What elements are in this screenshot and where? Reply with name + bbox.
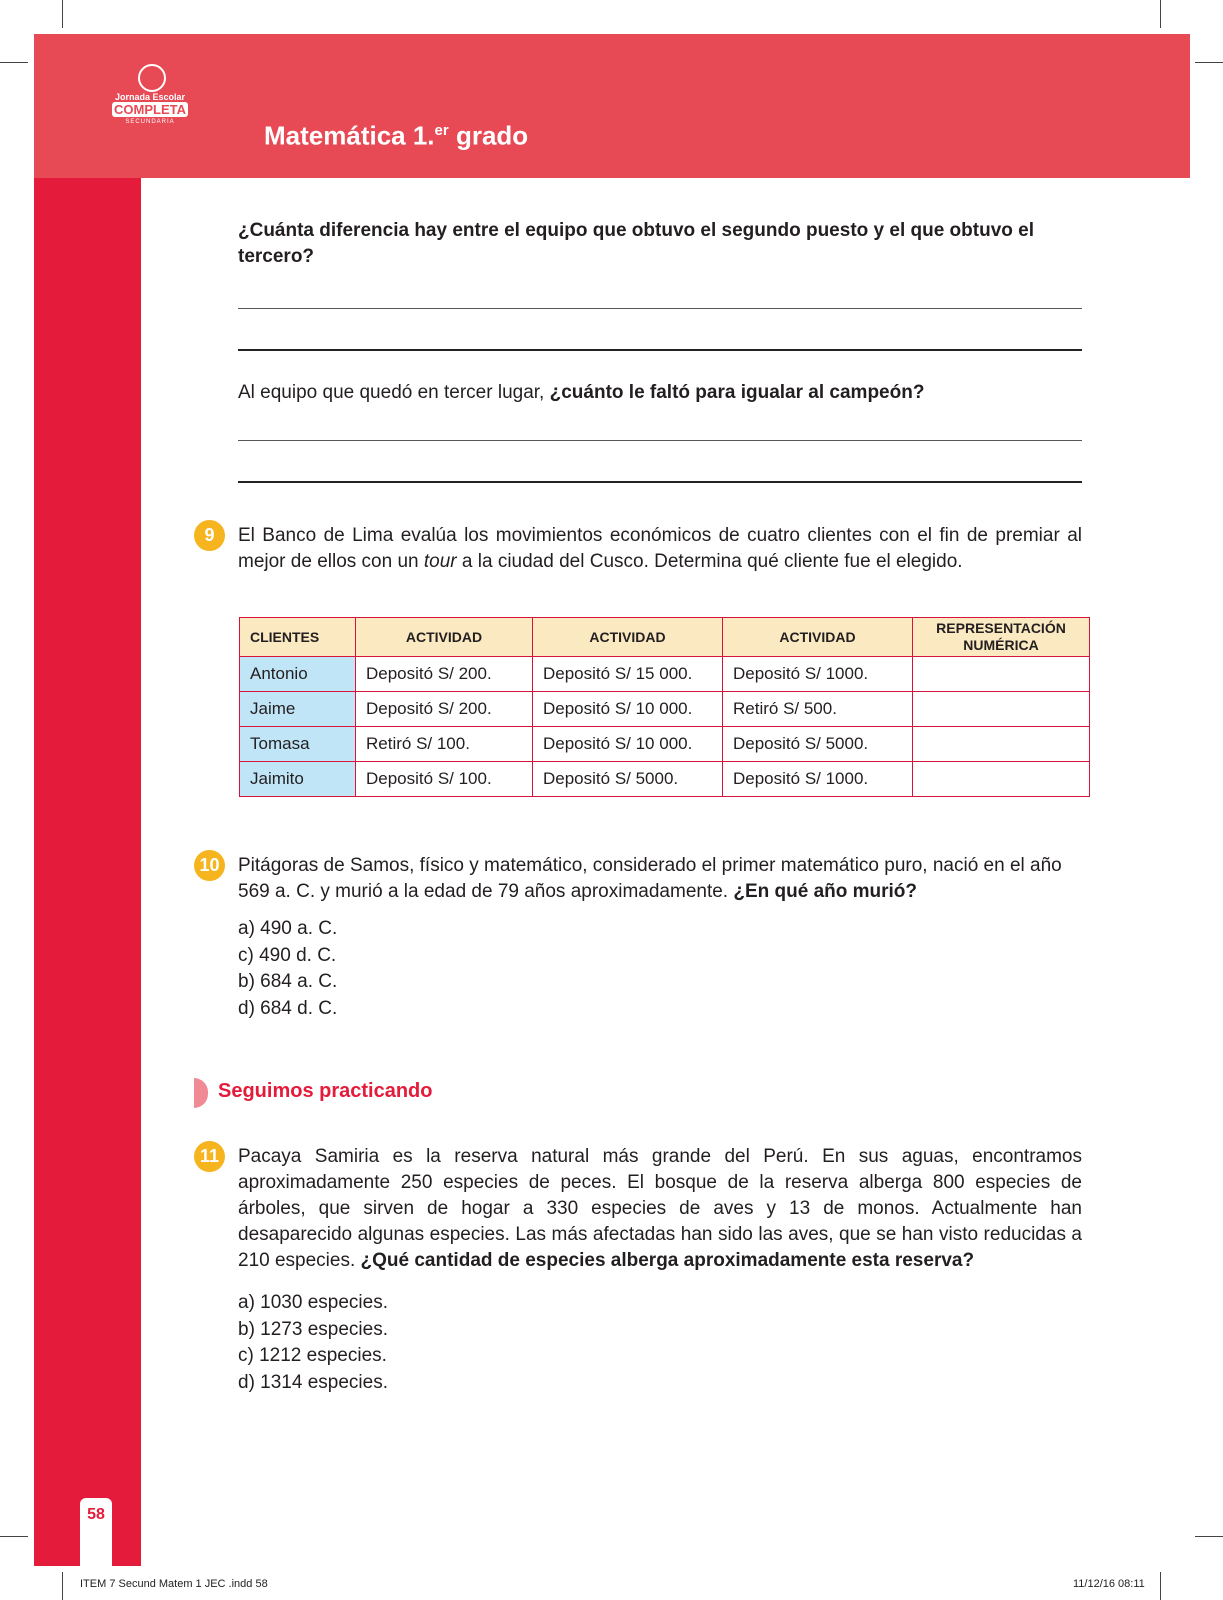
- answer-line[interactable]: [238, 349, 1082, 351]
- question-number-badge: 9: [194, 520, 225, 551]
- footer-timestamp: 11/12/16 08:11: [1073, 1578, 1145, 1590]
- answer-option[interactable]: d) 684 d. C.: [238, 997, 338, 1019]
- answer-option[interactable]: c) 1212 especies.: [238, 1345, 387, 1366]
- table-cell: Depositó S/ 5000.: [533, 762, 723, 797]
- section-tab-icon: [194, 1078, 208, 1108]
- client-name: Antonio: [240, 657, 356, 692]
- client-name: Jaime: [240, 692, 356, 727]
- answer-cell[interactable]: [913, 727, 1090, 762]
- answer-cell[interactable]: [913, 762, 1090, 797]
- table-row: [240, 657, 1090, 692]
- table-cell: Depositó S/ 10 000.: [533, 692, 723, 727]
- crop-mark: [1195, 62, 1223, 63]
- table-cell: Retiró S/ 500.: [723, 692, 913, 727]
- crop-mark: [0, 62, 28, 63]
- crop-mark: [62, 0, 63, 28]
- table-row: [240, 692, 1090, 727]
- question-difference: ¿Cuánta diferencia hay entre el equipo que obtuvo el segundo puesto y el que obtuvo el tercero?: [238, 220, 1034, 267]
- jec-logo: Jornada Escolar COMPLETA SECUNDARIA: [110, 64, 190, 134]
- table-cell: Depositó S/ 200.: [356, 692, 533, 727]
- table-cell: Depositó S/ 1000.: [723, 657, 913, 692]
- question-number-badge: 11: [194, 1141, 225, 1172]
- table-cell: Depositó S/ 100.: [356, 762, 533, 797]
- answer-option[interactable]: b) 684 a. C.: [238, 971, 338, 992]
- page-title: Matemática 1.$^{er}$ grado: [264, 120, 529, 151]
- question-10-options: [238, 916, 1082, 1022]
- table-header: ACTIVIDAD: [356, 618, 533, 657]
- answer-line[interactable]: [238, 440, 1082, 441]
- question-number-badge: 10: [194, 850, 225, 881]
- footer-file-info: ITEM 7 Secund Matem 1 JEC .indd 58: [80, 1578, 268, 1590]
- answer-option[interactable]: a) 490 a. C.: [238, 918, 338, 939]
- crop-mark: [0, 1536, 28, 1537]
- table-cell: Depositó S/ 5000.: [723, 727, 913, 762]
- table-header: ACTIVIDAD: [533, 618, 723, 657]
- page-header: [34, 34, 1190, 178]
- table-cell: Depositó S/ 15 000.: [533, 657, 723, 692]
- answer-line[interactable]: [238, 481, 1082, 483]
- crop-mark: [1195, 1536, 1223, 1537]
- answer-cell[interactable]: [913, 657, 1090, 692]
- answer-line[interactable]: [238, 308, 1082, 309]
- table-header: CLIENTES: [240, 618, 356, 657]
- table-cell: Retiró S/ 100.: [356, 727, 533, 762]
- table-cell: Depositó S/ 200.: [356, 657, 533, 692]
- answer-option[interactable]: a) 1030 especies.: [238, 1292, 388, 1313]
- clients-table: [239, 617, 1090, 797]
- table-row: [240, 762, 1090, 797]
- answer-option[interactable]: d) 1314 especies.: [238, 1371, 388, 1393]
- table-cell: Depositó S/ 10 000.: [533, 727, 723, 762]
- side-band: [34, 178, 141, 1566]
- section-title: Seguimos practicando: [218, 1080, 433, 1102]
- question-9-text: El Banco de Lima evalúa los movimientos económicos de cuatro clientes con el fin de premiar al mejor de ellos con un tour a la ciudad del Cusco. Determina qué cliente fue el elegido.: [238, 525, 1082, 572]
- answer-option[interactable]: b) 1273 especies.: [238, 1318, 388, 1340]
- sun-icon: [138, 64, 166, 92]
- answer-cell[interactable]: [913, 692, 1090, 727]
- answer-option[interactable]: c) 490 d. C.: [238, 944, 337, 966]
- crop-mark: [62, 1572, 63, 1600]
- question-11-text: Pacaya Samiria es la reserva natural más grande del Perú. En sus aguas, encontramos aproximadamente 250 especies de peces. El bosque de la reserva alberga 800 especies de árboles, que sirven de hogar a 330 especies de aves y 13 de monos. Actualmente han desaparecido algunas especies. Las más afectadas han sido las aves, que se han visto reducidas a 210 especies. ¿Qué cantidad de especies alberga aproximadamente esta reserva?: [238, 1146, 1082, 1271]
- table-cell: Depositó S/ 1000.: [723, 762, 913, 797]
- question-11-options: [238, 1290, 1082, 1396]
- question-third-place: Al equipo que quedó en tercer lugar, ¿cuánto le faltó para igualar al campeón?: [238, 382, 925, 403]
- client-name: Tomasa: [240, 727, 356, 762]
- table-header: REPRESENTACIÓN NUMÉRICA: [913, 618, 1090, 657]
- client-name: Jaimito: [240, 762, 356, 797]
- crop-mark: [1160, 0, 1161, 28]
- question-10-text: Pitágoras de Samos, físico y matemático, considerado el primer matemático puro, nació en el año 569 a. C. y murió a la edad de 79 años aproximadamente. ¿En qué año murió?: [238, 855, 1062, 902]
- table-header-row: [240, 618, 1090, 657]
- table-header: ACTIVIDAD: [723, 618, 913, 657]
- table-row: [240, 727, 1090, 762]
- page-number: 58: [80, 1498, 112, 1566]
- crop-mark: [1160, 1572, 1161, 1600]
